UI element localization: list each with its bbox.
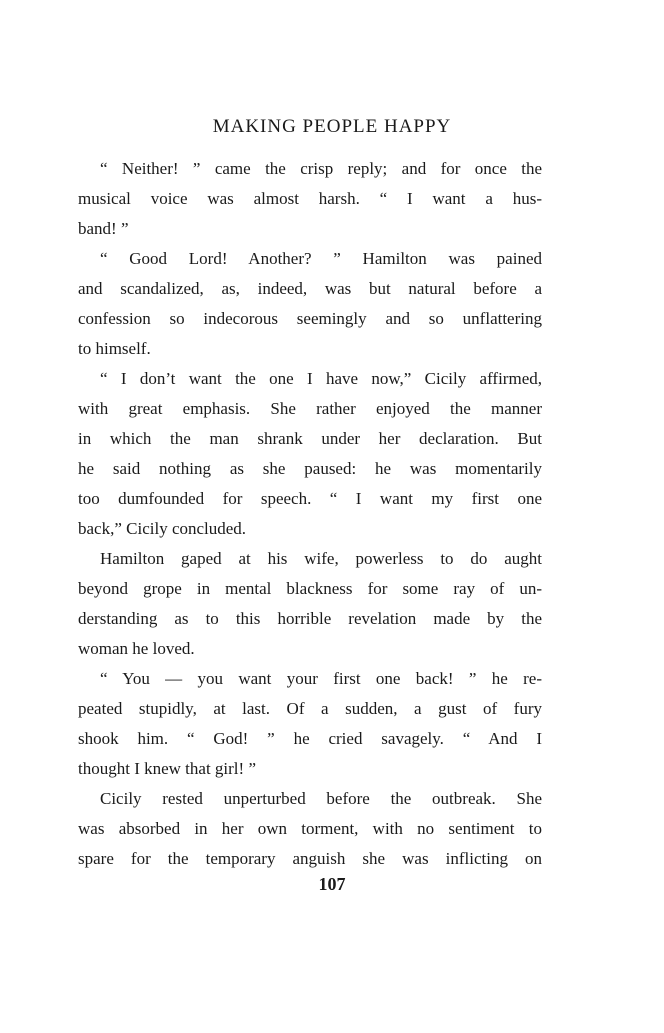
text-line: “ You — you want your first one back! ” he re-	[100, 669, 542, 688]
text-line: to himself.	[78, 339, 151, 358]
text-line: beyond grope in mental blackness for some ray of un-	[78, 579, 542, 598]
text-line: woman he loved.	[78, 639, 195, 658]
text-line: and scandalized, as, indeed, was but natural before a	[78, 279, 542, 298]
text-line: derstanding as to this horrible revelation made by the	[78, 609, 542, 628]
running-head: MAKING PEOPLE HAPPY	[212, 116, 452, 137]
text-line: “ Good Lord! Another? ” Hamilton was pained	[100, 249, 542, 268]
text-line: thought I knew that girl! ”	[78, 759, 256, 778]
text-line: Cicily rested unperturbed before the outbreak. She	[100, 789, 542, 808]
text-line: too dumfounded for speech. “ I want my first one	[78, 489, 542, 508]
text-line: confession so indecorous seemingly and so unflattering	[78, 309, 542, 328]
text-line: in which the man shrank under her declaration. But	[78, 429, 542, 448]
page-number: 107	[318, 874, 346, 894]
text-line: with great emphasis. She rather enjoyed the manner	[78, 399, 542, 418]
text-line: was absorbed in her own torment, with no sentiment to	[78, 819, 542, 838]
text-line: shook him. “ God! ” he cried savagely. “ And I	[78, 729, 542, 748]
text-line: back,” Cicily concluded.	[78, 519, 247, 538]
text-line: “ I don’t want the one I have now,” Cicily affirmed,	[100, 369, 542, 388]
text-line: spare for the temporary anguish she was inflicting on	[78, 849, 542, 868]
text-line: “ Neither! ” came the crisp reply; and for once the	[100, 159, 542, 178]
text-line: band! ”	[78, 219, 129, 238]
text-line: peated stupidly, at last. Of a sudden, a gust of fury	[78, 699, 542, 718]
text-line: musical voice was almost harsh. “ I want a hus-	[78, 189, 542, 208]
text-line: Hamilton gaped at his wife, powerless to do aught	[100, 549, 542, 568]
text-line: he said nothing as she paused: he was momentarily	[78, 459, 542, 478]
